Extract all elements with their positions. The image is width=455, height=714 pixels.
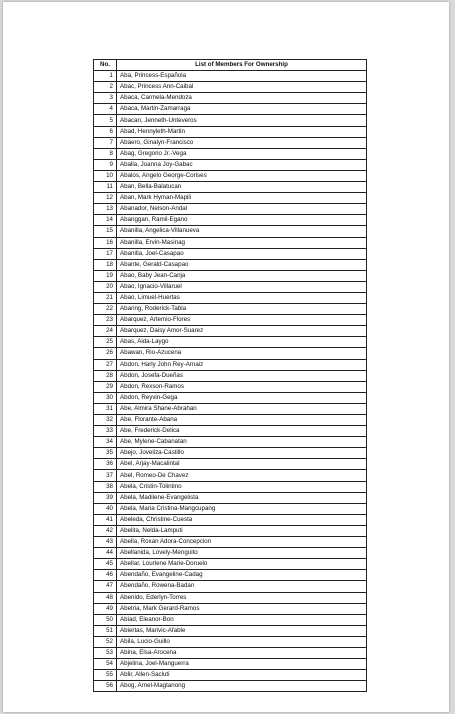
row-number: 42 [94,525,117,536]
member-name: Abanggan, Ramil-Egano [117,215,367,226]
member-name: Abendaño, Rowena-Badan [117,581,367,592]
member-name: Abel, Romeo-De Chavez [117,470,367,481]
member-name: Abejo, Joveliza-Castillo [117,448,367,459]
table-row [94,559,367,570]
member-name: Abdon, Josefa-Dueñas [117,370,367,381]
row-number: 25 [94,337,117,348]
row-number: 28 [94,370,117,381]
header-no: No. [94,60,117,71]
table-row [94,170,367,181]
member-name: Abiertas, Marivic-Afable [117,625,367,636]
table-row [94,137,367,148]
row-number: 12 [94,193,117,204]
member-name: Abog, Arnel-Magtanong [117,681,367,692]
table-row [94,381,367,392]
table-row [94,292,367,303]
row-number: 22 [94,304,117,315]
table-row [94,204,367,215]
member-name: Abanilla, Ervin-Masinag [117,237,367,248]
table-row [94,148,367,159]
member-name: Abag, Gregorio Jr.-Vega [117,148,367,159]
row-number: 1 [94,71,117,82]
table-row [94,481,367,492]
member-name: Abaca, Martin-Zamarraga [117,104,367,115]
member-name: Abella, Roxan Adora-Concepcion [117,537,367,548]
member-name: Abao, Baby Jean-Canja [117,270,367,281]
row-number: 11 [94,182,117,193]
row-number: 55 [94,670,117,681]
row-number: 51 [94,625,117,636]
row-number: 54 [94,659,117,670]
member-name: Aban, Mark Hyman-Mapili [117,193,367,204]
row-number: 39 [94,492,117,503]
members-table [93,59,367,692]
member-name: Aban, Bella-Balatucan [117,182,367,193]
table-row [94,237,367,248]
table-row [94,592,367,603]
row-number: 9 [94,159,117,170]
table-row [94,470,367,481]
table-row [94,392,367,403]
table-row [94,370,367,381]
row-number: 10 [94,170,117,181]
table-row [94,104,367,115]
table-row [94,193,367,204]
member-name: Abdon, Harly John Rey-Arnaiz [117,359,367,370]
table-row [94,226,367,237]
table-row [94,426,367,437]
row-number: 16 [94,237,117,248]
table-row [94,248,367,259]
row-number: 20 [94,281,117,292]
member-name: Abawan, Rio-Azucena [117,348,367,359]
member-name: Abanador, Nelson-Andal [117,204,367,215]
member-name: Abela, Madilene-Evangelista [117,492,367,503]
row-number: 40 [94,503,117,514]
member-name: Abina, Elsa-Arocena [117,647,367,658]
table-row [94,514,367,525]
member-name: Abjelina, Joel-Manguerra [117,659,367,670]
member-name: Abarquez, Artemio-Flores [117,315,367,326]
row-number: 44 [94,548,117,559]
row-number: 50 [94,614,117,625]
row-number: 3 [94,93,117,104]
table-row [94,126,367,137]
table-row [94,270,367,281]
member-name: Abenido, Ederlyn-Torres [117,592,367,603]
member-name: Abe, Almira Shane-Abrahan [117,403,367,414]
row-number: 45 [94,559,117,570]
table-row [94,403,367,414]
row-number: 46 [94,570,117,581]
table-row [94,503,367,514]
row-number: 37 [94,470,117,481]
member-name: Abela, Cristin-Tolintino [117,481,367,492]
row-number: 7 [94,137,117,148]
row-number: 5 [94,115,117,126]
table-row [94,448,367,459]
table-row [94,670,367,681]
table-row [94,647,367,658]
table-row [94,415,367,426]
row-number: 47 [94,581,117,592]
member-name: Abanilla, Joel-Casapao [117,248,367,259]
member-name: Aba, Princess-Española [117,71,367,82]
member-name: Ablir, Allen-Sacluti [117,670,367,681]
member-name: Abalos, Angelo George-Corises [117,170,367,181]
table-row [94,636,367,647]
table-row [94,525,367,536]
member-name: Abila, Lucio-Guillo [117,636,367,647]
row-number: 33 [94,426,117,437]
table-row [94,614,367,625]
table-row [94,625,367,636]
member-name: Abendaño, Evangeline-Cadag [117,570,367,581]
row-number: 4 [94,104,117,115]
member-name: Abacan, Jenneth-Unteveros [117,115,367,126]
table-row [94,359,367,370]
row-number: 19 [94,270,117,281]
member-name: Abaero, Ginalyn-Francisco [117,137,367,148]
row-number: 36 [94,459,117,470]
member-name: Abellar, Lourlene Marie-Doruelo [117,559,367,570]
header-list: List of Members For Ownership [117,60,367,71]
member-name: Abas, Aida-Laygo [117,337,367,348]
row-number: 53 [94,647,117,658]
member-name: Abellanida, Lovely-Menguito [117,548,367,559]
row-number: 17 [94,248,117,259]
member-name: Abac, Princess Ann-Caibal [117,82,367,93]
row-number: 43 [94,537,117,548]
member-name: Abad, Hennyleth-Martin [117,126,367,137]
member-name: Abe, Frederick-Delica [117,426,367,437]
table-row [94,548,367,559]
table-row [94,459,367,470]
table-body [94,71,367,692]
member-name: Abe, Mylene-Cabanatan [117,437,367,448]
table-row [94,681,367,692]
table-row [94,93,367,104]
row-number: 14 [94,215,117,226]
table-row [94,159,367,170]
member-name: Abao, Limuel-Huertas [117,292,367,303]
document-page [3,2,449,712]
row-number: 6 [94,126,117,137]
table-row [94,570,367,581]
row-number: 41 [94,514,117,525]
member-name: Abetria, Mark Gerard-Ramos [117,603,367,614]
row-number: 52 [94,636,117,647]
row-number: 18 [94,259,117,270]
table-row [94,659,367,670]
row-number: 32 [94,415,117,426]
table-row [94,326,367,337]
row-number: 26 [94,348,117,359]
table-row [94,603,367,614]
row-number: 38 [94,481,117,492]
table-row [94,581,367,592]
member-name: Abdon, Reyvin-Gega [117,392,367,403]
table-row [94,259,367,270]
member-name: Abe, Florante-Abana [117,415,367,426]
member-name: Abeleda, Christine-Cuesta [117,514,367,525]
member-name: Abaca, Carmela-Mendoza [117,93,367,104]
table-row [94,315,367,326]
row-number: 34 [94,437,117,448]
row-number: 49 [94,603,117,614]
row-number: 27 [94,359,117,370]
row-number: 15 [94,226,117,237]
member-name: Abela, Maria Cristina-Mangcupang [117,503,367,514]
table-row [94,182,367,193]
table-row [94,537,367,548]
table-row [94,281,367,292]
member-name: Abante, Gerald-Casapao [117,259,367,270]
table-row [94,304,367,315]
table-row [94,71,367,82]
table-row [94,492,367,503]
table-row [94,82,367,93]
row-number: 29 [94,381,117,392]
row-number: 13 [94,204,117,215]
member-name: Abdon, Rexson-Ramos [117,381,367,392]
table-row [94,337,367,348]
row-number: 24 [94,326,117,337]
table-row [94,115,367,126]
table-row [94,348,367,359]
member-name: Abaring, Roderick-Tabla [117,304,367,315]
member-name: Abarquez, Daisy Amor-Suarez [117,326,367,337]
member-name: Abel, Arjay-Macalintal [117,459,367,470]
member-name: Abao, Ignacio-Villaruel [117,281,367,292]
row-number: 56 [94,681,117,692]
member-name: Abanilla, Angelica-Villanueva [117,226,367,237]
member-name: Abelita, Nelda-Lamputi [117,525,367,536]
member-name: Aballa, Joanna Joy-Gabac [117,159,367,170]
row-number: 23 [94,315,117,326]
member-name: Abiad, Eleanor-Bon [117,614,367,625]
row-number: 8 [94,148,117,159]
row-number: 31 [94,403,117,414]
table-row [94,437,367,448]
row-number: 30 [94,392,117,403]
table-header-row [94,60,367,71]
table-row [94,215,367,226]
row-number: 48 [94,592,117,603]
row-number: 21 [94,292,117,303]
row-number: 2 [94,82,117,93]
row-number: 35 [94,448,117,459]
